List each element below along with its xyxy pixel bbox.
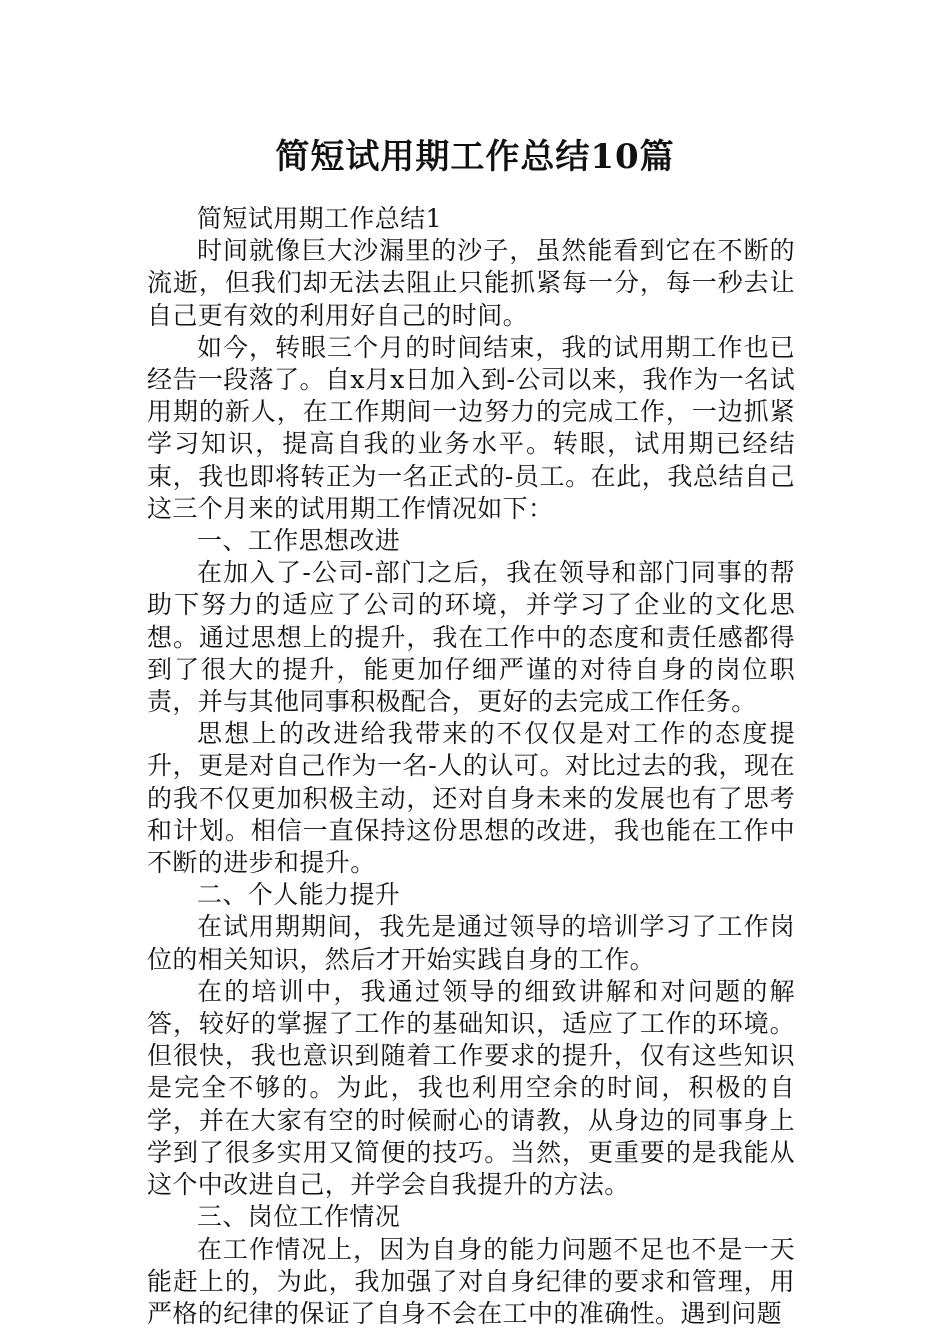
paragraph: 在试用期期间，我先是通过领导的培训学习了工作岗位的相关知识，然后才开始实践自身的工作。 [147, 912, 795, 974]
paragraph: 如今，转眼三个月的时间结束，我的试用期工作也已经告一段落了。自x月x日加入到-公司以来，我作为一名试用期的新人，在工作期间一边努力的完成工作，一边抓紧学习知识，提高自我的业务水平。转眼，试用期已经结束，我也即将转正为一名正式的-员工。在此，我总结自己这三个月来的试用期工作情况如下： [147, 332, 795, 523]
paragraph: 在工作情况上，因为自身的能力问题不足也不是一天能赶上的，为此，我加强了对自身纪律的要求和管理，用严格的纪律的保证了自身不会在工中的准确性。遇到问题 [147, 1234, 795, 1328]
section-heading: 一、工作思想改进 [197, 526, 401, 556]
paragraph: 思想上的改进给我带来的不仅仅是对工作的态度提升，更是对自己作为一名-人的认可。对比过去的我，现在的我不仅更加积极主动，还对自身未来的发展也有了思考和计划。相信一直保持这份思想的改进，我也能在工作中不断的进步和提升。 [147, 719, 795, 878]
section-heading: 二、个人能力提升 [197, 880, 401, 910]
document-title: 简短试用期工作总结10篇 [275, 137, 675, 177]
document-body [147, 203, 795, 1330]
paragraph: 在加入了-公司-部门之后，我在领导和部门同事的帮助下努力的适应了公司的环境，并学习了企业的文化思想。通过思想上的提升，我在工作中的态度和责任感都得到了很大的提升，能更加仔细严谨的对待自身的岗位职责，并与其他同事积极配合，更好的去完成工作任务。 [147, 558, 795, 717]
paragraph: 在的培训中，我通过领导的细致讲解和对问题的解答，较好的掌握了工作的基础知识，适应了工作的环境。但很快，我也意识到随着工作要求的提升，仅有这些知识是完全不够的。为此，我也利用空余的时间，积极的自学，并在大家有空的时候耐心的请教，从身边的同事身上学到了很多实用又简便的技巧。当然，更重要的是我能从这个中改进自己，并学会自我提升的方法。 [147, 976, 795, 1200]
section-heading: 三、岗位工作情况 [197, 1202, 401, 1232]
section-heading: 简短试用期工作总结1 [197, 204, 442, 233]
paragraph: 时间就像巨大沙漏里的沙子，虽然能看到它在不断的流逝，但我们却无法去阻止只能抓紧每一分，每一秒去让自己更有效的利用好自己的时间。 [147, 236, 795, 330]
